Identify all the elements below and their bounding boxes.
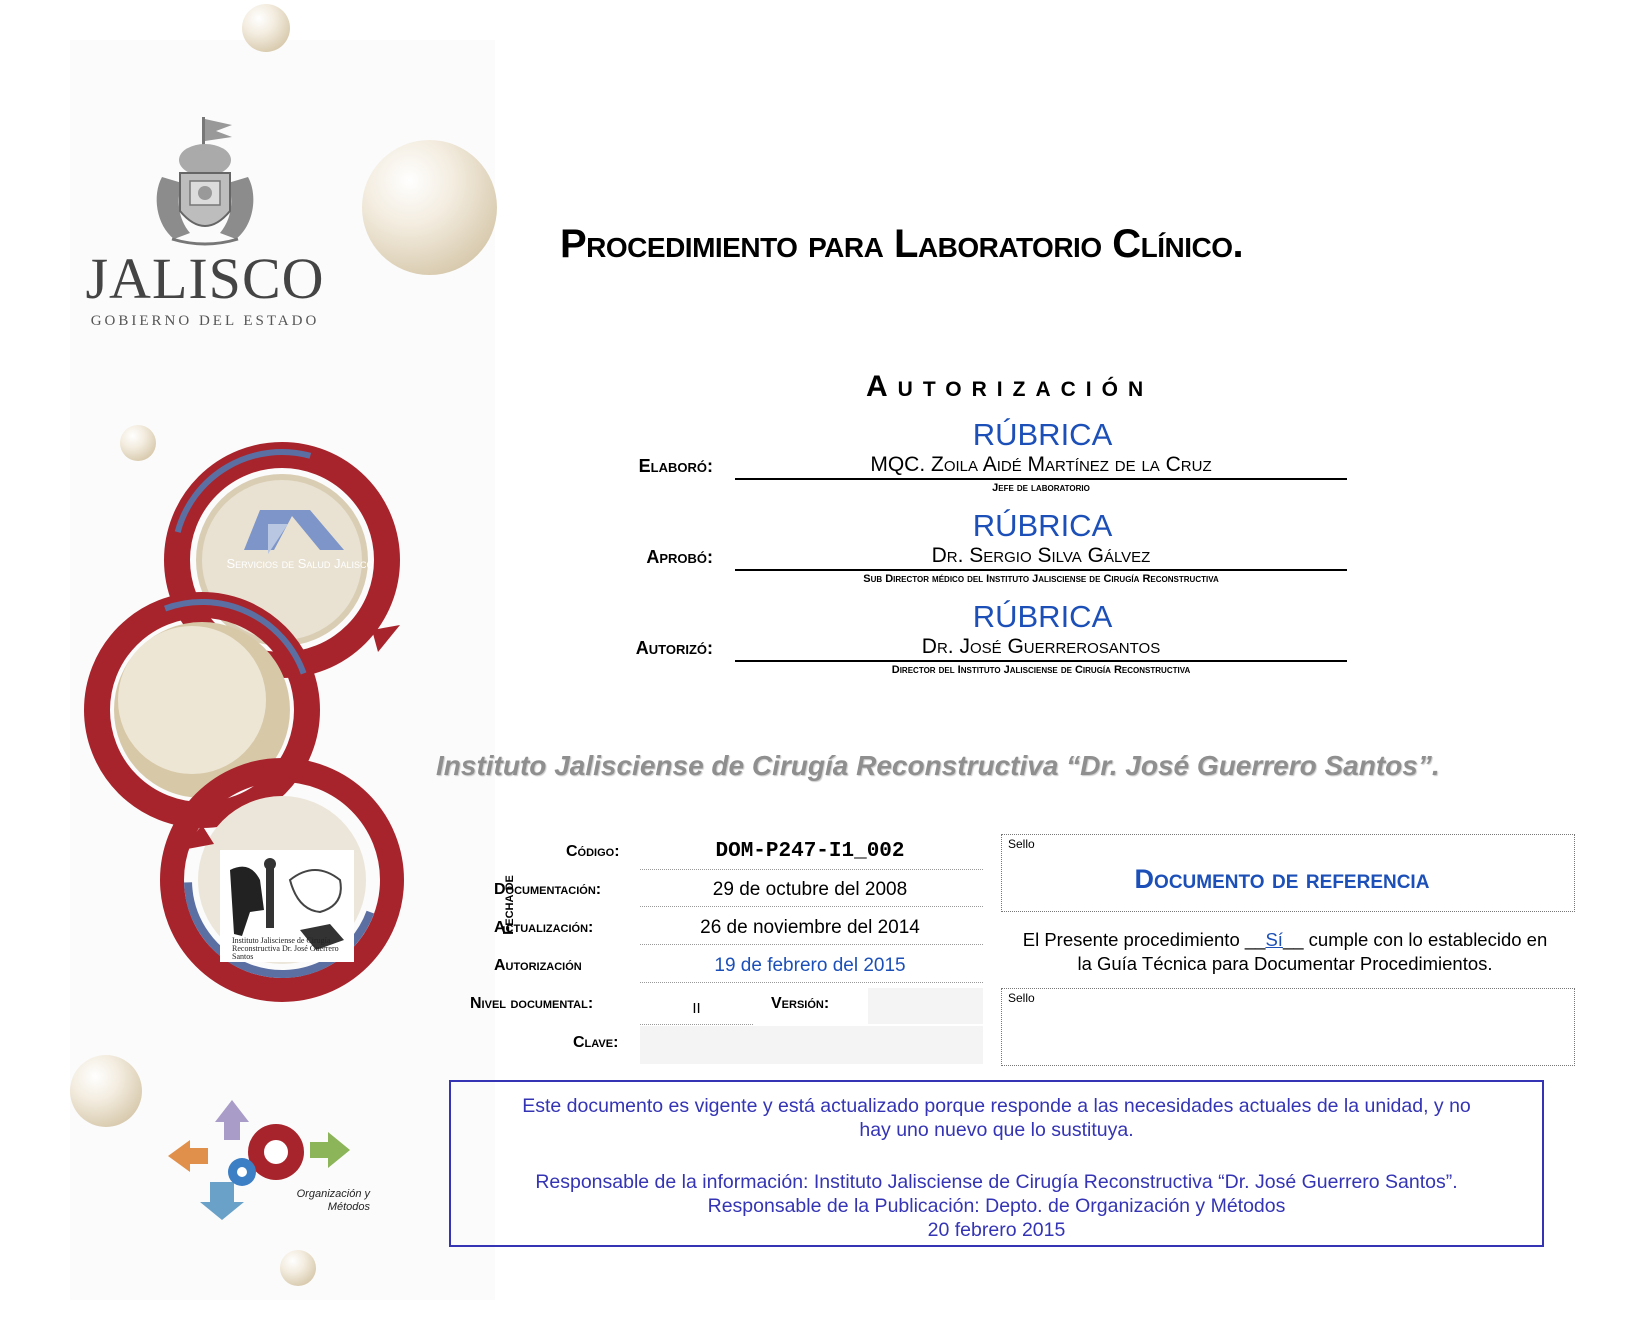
sello-label: Sello bbox=[1008, 991, 1035, 1005]
authorization-heading: Autorización bbox=[866, 370, 1154, 403]
elaboro-role: Jefe de laboratorio bbox=[992, 482, 1090, 494]
rubrica-3: RÚBRICA bbox=[972, 599, 1113, 634]
document-reference-title: Documento de referencia bbox=[1134, 864, 1430, 894]
page-title: Procedimiento para Laboratorio Clínico. bbox=[560, 222, 1244, 266]
aprobo-label: Aprobó: bbox=[646, 547, 713, 567]
compliance-statement bbox=[1000, 928, 1570, 976]
decorative-orb bbox=[362, 140, 497, 275]
institute-logo-caption: Instituto Jalisciense de Cirugía Reconstructiva Dr. José Guerrero Santos bbox=[232, 936, 339, 961]
compliance-text-start: El Presente procedimiento __ bbox=[1022, 929, 1266, 950]
row-divider bbox=[640, 869, 983, 870]
version-label: Versión: bbox=[771, 995, 830, 1012]
row-divider bbox=[640, 982, 983, 983]
org-metodos-label: Organización y Métodos bbox=[296, 1188, 370, 1213]
row-divider bbox=[640, 906, 983, 907]
signature-line bbox=[735, 478, 1347, 480]
codigo-label: Código: bbox=[566, 843, 620, 860]
actualizacion-label: Actualización: bbox=[494, 919, 594, 936]
clave-label: Clave: bbox=[573, 1034, 619, 1051]
aprobo-role: Sub Director médico del Instituto Jalisciense de Cirugía Reconstructiva bbox=[863, 573, 1219, 585]
compliance-text-end: __ cumple con lo establecido en bbox=[1282, 929, 1548, 950]
rubrica-1: RÚBRICA bbox=[972, 417, 1113, 452]
signature-line bbox=[735, 569, 1347, 571]
aprobo-name: Dr. Sergio Silva Gálvez bbox=[931, 544, 1151, 567]
nivel-label: Nivel documental: bbox=[470, 995, 594, 1012]
notice-line-5: 20 febrero 2015 bbox=[927, 1219, 1066, 1241]
elaboro-name: MQC. Zoila Aidé Martínez de la Cruz bbox=[870, 453, 1212, 476]
nivel-cell bbox=[640, 990, 753, 1025]
elaboro-label: Elaboró: bbox=[638, 456, 713, 476]
clave-value-box bbox=[640, 1026, 983, 1064]
autorizacion-value: 19 de febrero del 2015 bbox=[714, 955, 906, 976]
codigo-value: DOM-P247-I1_002 bbox=[715, 840, 905, 863]
actualizacion-value: 26 de noviembre del 2014 bbox=[700, 917, 920, 938]
rubrica-2: RÚBRICA bbox=[972, 508, 1113, 543]
documentacion-label: Documentación: bbox=[494, 881, 602, 898]
state-subtitle: GOBIERNO DEL ESTADO bbox=[90, 313, 320, 329]
version-value-box bbox=[868, 988, 983, 1024]
autorizo-role: Director del Instituto Jalisciense de Cirugía Reconstructiva bbox=[891, 664, 1191, 676]
sello-label: Sello bbox=[1008, 837, 1035, 851]
notice-line-3: Responsable de la información: Instituto Jalisciense de Cirugía Reconstructiva “Dr. José Guerrero Santos”. bbox=[535, 1171, 1458, 1193]
validity-notice bbox=[449, 1080, 1544, 1247]
autorizo-name: Dr. José Guerrerosantos bbox=[921, 635, 1161, 658]
decorative-orb bbox=[242, 4, 290, 52]
notice-line-4: Responsable de la Publicación: Depto. de Organización y Métodos bbox=[707, 1195, 1286, 1217]
notice-line-1: Este documento es vigente y está actualizado porque responde a las necesidades actuales de la unidad, y no bbox=[522, 1095, 1471, 1117]
ssj-logo-label: Servicios de Salud Jalisco bbox=[226, 556, 374, 571]
jalisco-coat-of-arms-icon bbox=[150, 115, 260, 250]
state-name: JALISCO bbox=[85, 246, 325, 311]
autorizacion-label: Autorización bbox=[494, 957, 582, 974]
notice-line-2: hay uno nuevo que lo sustituya. bbox=[859, 1119, 1134, 1141]
decorative-orb bbox=[280, 1250, 316, 1286]
nivel-value: II bbox=[692, 1000, 701, 1017]
decorative-orb bbox=[70, 1055, 142, 1127]
row-divider bbox=[640, 944, 983, 945]
institute-title: Instituto Jalisciense de Cirugía Reconstructiva “Dr. José Guerrero Santos”. bbox=[436, 750, 1440, 781]
compliance-si: Sí bbox=[1265, 929, 1283, 950]
signature-line bbox=[735, 660, 1347, 662]
sello-box-empty bbox=[1001, 988, 1575, 1066]
documentacion-value: 29 de octubre del 2008 bbox=[712, 879, 908, 900]
autorizo-label: Autorizó: bbox=[635, 638, 713, 658]
compliance-text-line2: la Guía Técnica para Documentar Procedimientos. bbox=[1077, 953, 1493, 974]
fecha-de-label: Fecha de bbox=[500, 875, 517, 935]
